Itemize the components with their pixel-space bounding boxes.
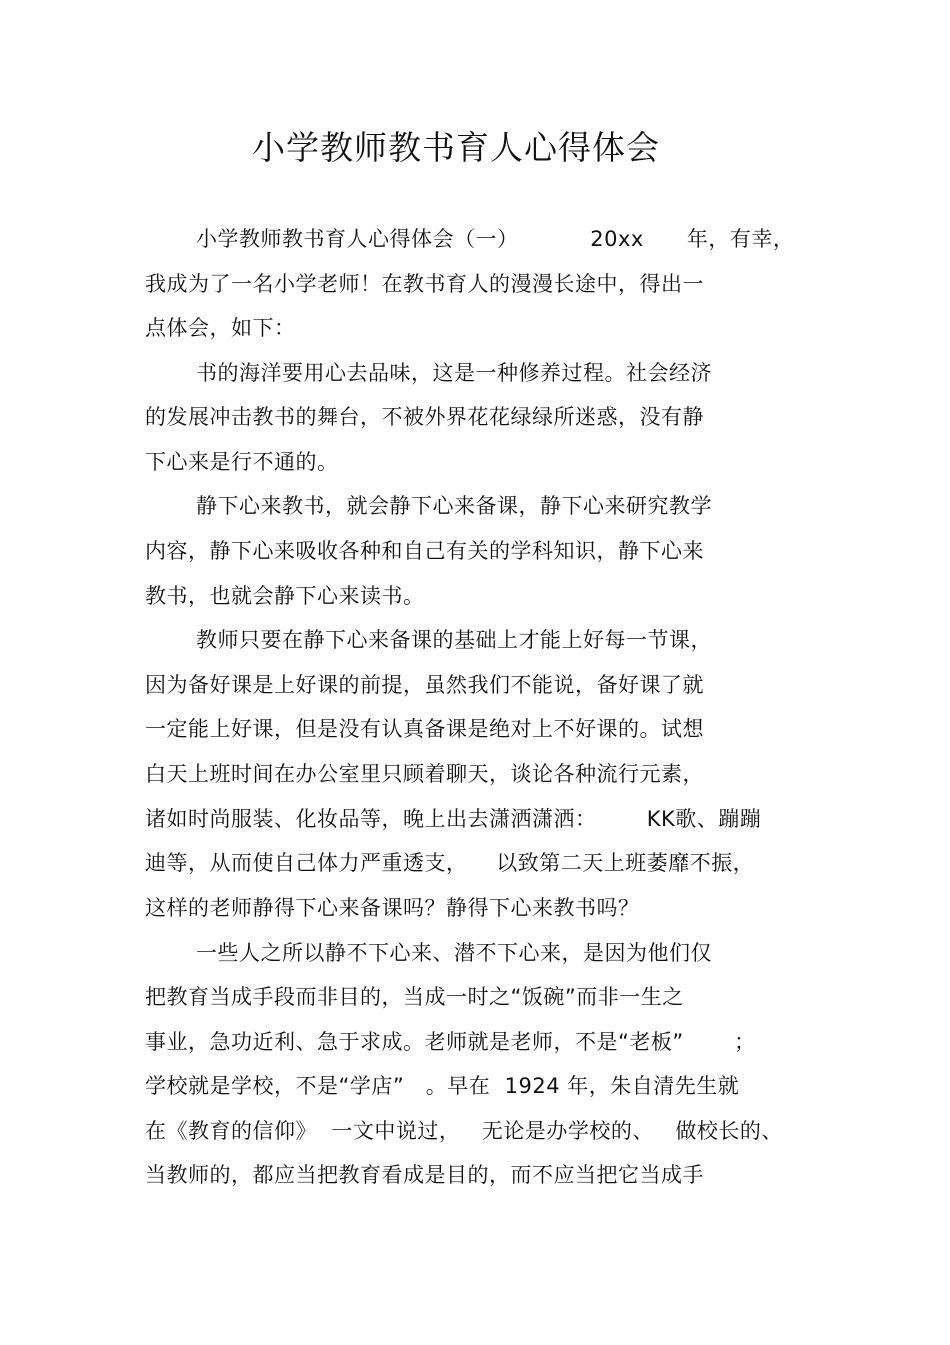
paragraph-line: 的发展冲击教书的舞台，不被外界花花绿绿所迷惑，没有静: [145, 405, 704, 429]
paragraph-line: 学校就是学校，不是“学店” 。早在 1924 年，朱自清先生就: [145, 1074, 740, 1098]
paragraph-line: 把教育当成手段而非目的，当成一时之“饭碗”而非一生之: [145, 985, 684, 1009]
paragraph-line: 白天上班时间在办公室里只顾着聊天，谈论各种流行元素，: [145, 762, 704, 786]
paragraph-line: 小学教师教书育人心得体会（一） 20xx 年，有幸，: [196, 227, 795, 251]
paragraph-line: 一些人之所以静不下心来、潜不下心来，是因为他们仅: [196, 941, 712, 965]
paragraph-line: 点体会，如下：: [145, 316, 296, 340]
paragraph-line: 在《教育的信仰》 一文中说过， 无论是办学校的、 做校长的、: [145, 1119, 783, 1143]
paragraph-line: 这样的老师静得下心来备课吗？静得下心来教书吗？: [145, 896, 640, 920]
paragraph-line: 教书，也就会静下心来读书。: [145, 584, 425, 608]
paragraph-line: 静下心来教书，就会静下心来备课，静下心来研究教学: [196, 494, 712, 518]
paragraph-line: 诸如时尚服装、化妆品等，晚上出去潇洒潇洒： KK歌、蹦蹦: [145, 807, 762, 831]
paragraph-line: 教师只要在静下心来备课的基础上才能上好每一节课，: [196, 628, 712, 652]
document-title: 小学教师教书育人心得体会: [252, 128, 660, 167]
paragraph-line: 迪等，从而使自己体力严重透支， 以致第二天上班萎靡不振，: [145, 851, 755, 875]
paragraph-line: 一定能上好课，但是没有认真备课是绝对上不好课的。试想: [145, 717, 704, 741]
paragraph-line: 书的海洋要用心去品味，这是一种修养过程。社会经济: [196, 361, 712, 385]
paragraph-line: 事业，急功近利、急于求成。老师就是老师，不是“老板” ；: [145, 1030, 756, 1054]
paragraph-line: 我成为了一名小学老师！在教书育人的漫漫长途中，得出一: [145, 272, 704, 296]
paragraph-line: 下心来是行不通的。: [145, 450, 339, 474]
paragraph-line: 因为备好课是上好课的前提，虽然我们不能说，备好课了就: [145, 673, 704, 697]
paragraph-line: 当教师的，都应当把教育看成是目的，而不应当把它当成手: [145, 1163, 704, 1187]
paragraph-line: 内容，静下心来吸收各种和自己有关的学科知识，静下心来: [145, 539, 704, 563]
